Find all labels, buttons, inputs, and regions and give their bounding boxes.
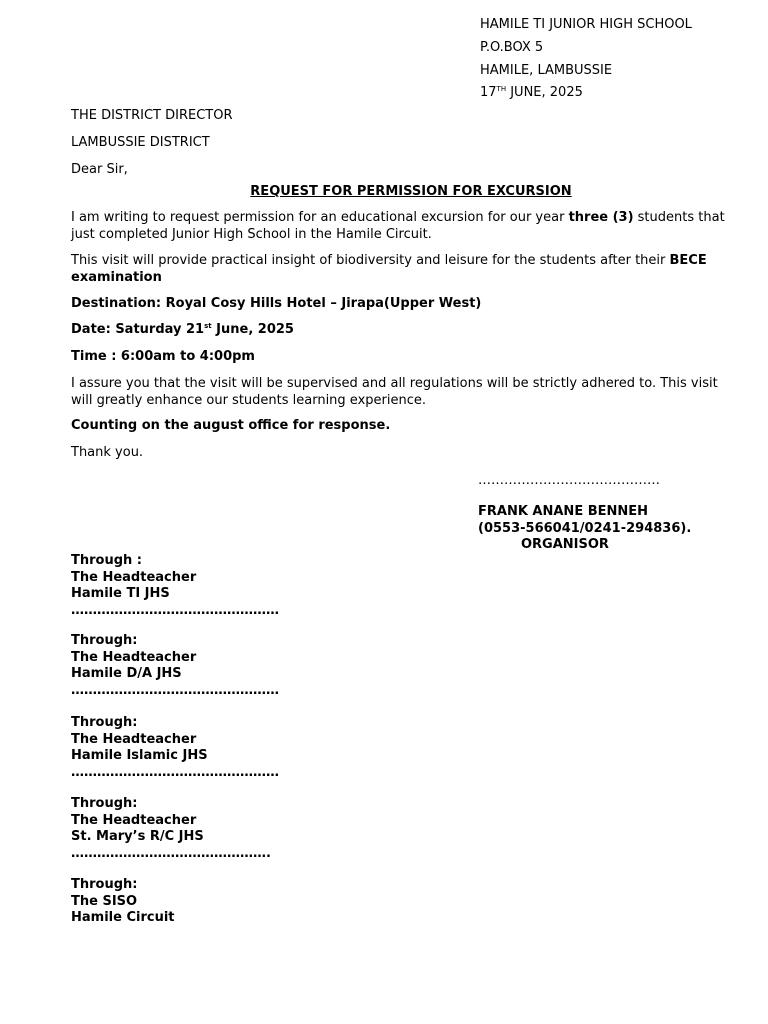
through-label: Through :	[71, 553, 143, 568]
paragraph-purpose-bold: BECE examination	[71, 253, 707, 285]
through-signature-dots: …………………………………………	[71, 764, 279, 780]
closing-thanks: Thank you.	[71, 445, 144, 460]
through-circuit: Hamile Circuit	[71, 910, 175, 925]
letter-date-rest: JUNE, 2025	[506, 85, 583, 100]
through-label: Through:	[71, 633, 138, 648]
through-school: Hamile D/A JHS	[71, 666, 182, 681]
through-title: The SISO	[71, 893, 138, 909]
paragraph-intro-bold: three (3)	[568, 210, 634, 225]
through-signature-dots: …………………………………………	[71, 602, 279, 618]
destination-line: Destination: Royal Cosy Hills Hotel – Jirapa(Upper West)	[71, 296, 482, 311]
through-signature-dots: ……………………………………….	[71, 845, 271, 861]
date-line-rest: June, 2025	[211, 322, 294, 337]
signatory-phone: (0553-566041/0241-294836).	[478, 521, 692, 536]
paragraph-intro-rest: students that just completed Junior High School in the Hamile Circuit.	[71, 210, 725, 242]
signatory-name: FRANK ANANE BENNEH	[478, 504, 649, 519]
school-town: HAMILE, LAMBUSSIE	[480, 63, 613, 78]
through-block	[71, 633, 279, 699]
through-block	[71, 796, 271, 862]
signature-dots: ……………………………………	[478, 473, 660, 488]
letter-date-day: 17	[480, 85, 497, 100]
through-label: Through:	[71, 877, 138, 892]
date-line-text: Date: Saturday 21	[71, 322, 205, 337]
time-line: Time : 6:00am to 4:00pm	[71, 349, 255, 364]
salutation: Dear Sir,	[71, 162, 128, 177]
date-line-suffix: st	[204, 322, 212, 330]
through-block	[71, 877, 175, 927]
paragraph-purpose	[71, 253, 733, 286]
paragraph-intro	[71, 210, 733, 243]
through-label: Through:	[71, 796, 138, 811]
school-name: HAMILE TI JUNIOR HIGH SCHOOL	[480, 17, 692, 32]
recipient-district: LAMBUSSIE DISTRICT	[71, 135, 210, 150]
through-title: The Headteacher	[71, 649, 197, 665]
through-school: Hamile TI JHS	[71, 586, 170, 601]
date-line	[71, 322, 294, 339]
through-block	[71, 553, 279, 619]
letter-date	[480, 85, 583, 102]
through-signature-dots: …………………………………………	[71, 682, 279, 698]
paragraph-assurance: I assure you that the visit will be supervised and all regulations will be strictly adhered to. This visit will greatly enhance our students learning experience.	[71, 376, 718, 408]
counting-line: Counting on the august office for response.	[71, 418, 391, 433]
recipient-title: THE DISTRICT DIRECTOR	[71, 108, 233, 123]
through-title: The Headteacher	[71, 731, 197, 747]
school-pobox: P.O.BOX 5	[480, 40, 544, 55]
signatory-role: ORGANISOR	[521, 537, 609, 552]
through-label: Through:	[71, 715, 138, 730]
paragraph-intro-text: I am writing to request permission for an educational excursion for our year	[71, 210, 569, 225]
letter-subject: REQUEST FOR PERMISSION FOR EXCURSION	[250, 184, 572, 199]
through-school: Hamile Islamic JHS	[71, 748, 208, 763]
letter-date-suffix: TH	[496, 85, 507, 93]
through-block	[71, 715, 279, 781]
through-title: The Headteacher	[71, 812, 197, 828]
through-title: The Headteacher	[71, 569, 197, 585]
through-school: St. Mary’s R/C JHS	[71, 829, 204, 844]
paragraph-purpose-text: This visit will provide practical insight of biodiversity and leisure for the students after their	[71, 253, 670, 268]
